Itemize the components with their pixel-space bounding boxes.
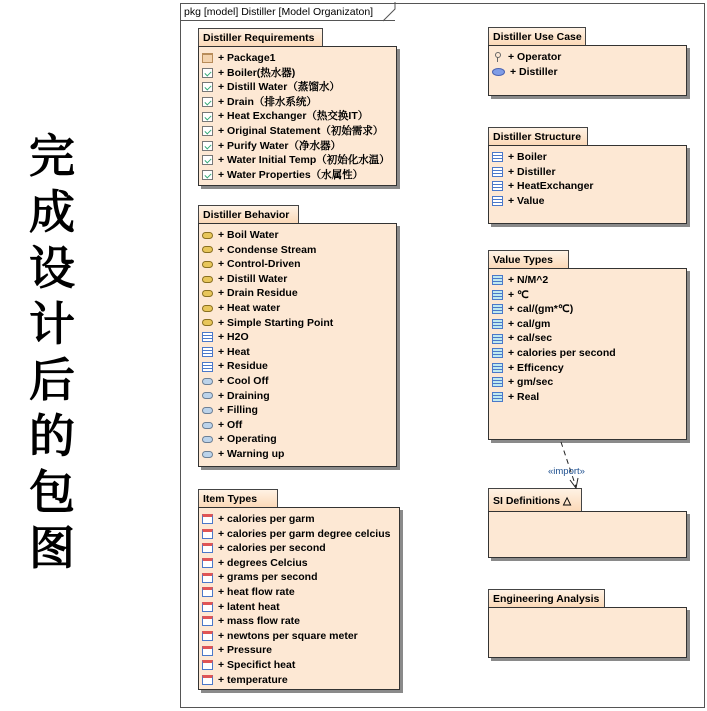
package-member-label: + Warning up (218, 447, 285, 460)
package-member-label: + latent heat (218, 600, 280, 613)
side-title-char: 图 (29, 521, 75, 575)
package-member-label: + calories per second (218, 542, 326, 555)
package-member-label: + cal/sec (508, 332, 553, 345)
package-member-label: + Water Initial Temp（初始化水温） (218, 154, 390, 167)
package-member-label: + Residue (218, 360, 268, 373)
package-member-label: + Boiler(热水器) (218, 66, 296, 79)
package-member-label: + H2O (218, 331, 249, 344)
package-tab: SI Definitions △ (488, 488, 582, 512)
package-tab: Value Types (488, 250, 569, 269)
package-member-label: + Distill Water（蒸馏水） (218, 81, 340, 94)
package-member-label: + calories per second (508, 346, 616, 359)
package-member-label: + Operator (508, 51, 562, 63)
package-member-label: + Condense Stream (218, 243, 317, 256)
package-member-label: + temperature (218, 673, 288, 686)
package-member-label: + Specifict heat (218, 658, 296, 671)
package-member-label: + calories per garm (218, 513, 315, 525)
package-tab: Engineering Analysis (488, 589, 605, 608)
package-member-label: + grams per second (218, 571, 318, 584)
package-member-label: + Simple Starting Point (218, 316, 334, 329)
package-member-label: + calories per garm degree celcius (218, 527, 391, 540)
package-member-label: + Real (508, 390, 540, 403)
package-member-label: + Drain（排水系统） (218, 95, 317, 108)
package-member-label: + HeatExchanger (508, 180, 594, 193)
package-member-label: + Boil Water (218, 229, 279, 241)
package-tab: Distiller Behavior (198, 205, 299, 224)
package-member-label: + Operating (218, 433, 277, 446)
package-member-label: + Heat water (218, 301, 281, 314)
package-member-label: + mass flow rate (218, 615, 300, 628)
side-title-char: 计 (29, 297, 75, 351)
package-member-label: + cal/gm (508, 317, 551, 330)
package-member-label: + heat flow rate (218, 585, 295, 598)
side-title-char: 的 (29, 409, 75, 463)
package-member-label: + Boiler (508, 151, 547, 163)
frame-title: pkg [model] Distiller [Model Organizaton] (184, 6, 374, 18)
package-member-label: + Control-Driven (218, 258, 301, 271)
package-member-label: + Cool Off (218, 374, 269, 387)
side-title-char: 设 (29, 241, 75, 295)
side-title-char: 完 (29, 129, 75, 183)
package-member-label: + gm/sec (508, 376, 554, 389)
side-title-char: 后 (29, 353, 75, 407)
package-member-label: + Purify Water（净水器） (218, 139, 342, 152)
package-member-label: + Pressure (218, 644, 272, 657)
package-member-label: + Distiller (508, 165, 556, 178)
package-member-label: + newtons per square meter (218, 629, 358, 642)
package-member-label: + Heat (218, 345, 250, 358)
package-member-label: + Value (508, 194, 545, 207)
import-label: «import» (548, 466, 585, 477)
package-member-label: + Distill Water (218, 272, 288, 285)
package-member-label: + N/M^2 (508, 274, 549, 286)
package-tab: Distiller Use Case (488, 27, 586, 46)
package-member-label: + Water Properties（水属性） (218, 168, 364, 181)
package-member-label: + Efficency (508, 361, 564, 374)
package-member-label: + Original Statement（初始需求） (218, 124, 384, 137)
package-member-label: + Heat Exchanger（热交换IT） (218, 110, 369, 123)
package-member-label: + ℃ (508, 288, 529, 301)
package-member-label: + degrees Celcius (218, 556, 308, 569)
package-member-label: + Off (218, 418, 243, 431)
package-tab: Distiller Structure (488, 127, 588, 146)
package-tab: Distiller Requirements (198, 28, 323, 47)
package-member-label: + Distiller (510, 65, 558, 78)
package-member-label: + Drain Residue (218, 287, 298, 300)
package-member-label: + cal/(gm*℃) (508, 303, 574, 316)
package-member-label: + Draining (218, 389, 270, 402)
package-tab: Item Types (198, 489, 278, 508)
side-title-char: 成 (29, 185, 75, 239)
side-title-char: 包 (29, 465, 75, 519)
package-member-label: + Package1 (218, 52, 276, 64)
package-member-label: + Filling (218, 404, 258, 417)
